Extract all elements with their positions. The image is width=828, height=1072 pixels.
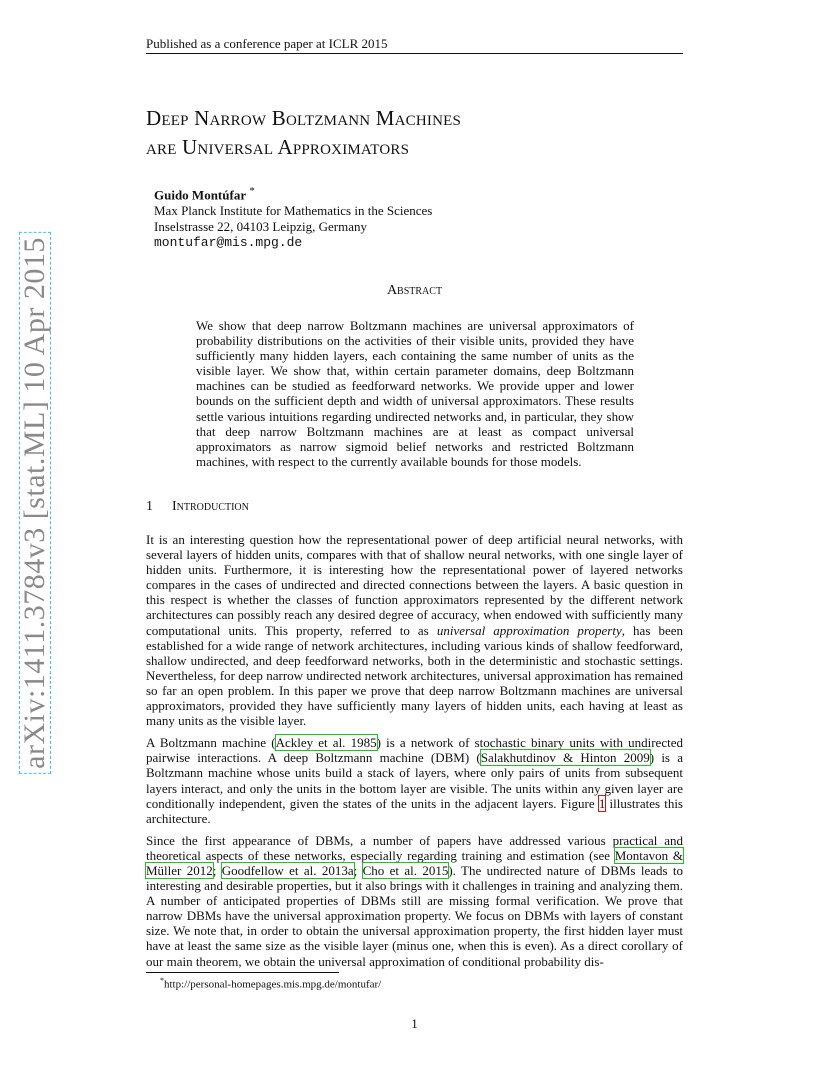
abstract-heading: Abstract [386,283,443,298]
paragraph-text: ) is a network of stochastic binary units with undirected pairwise interactions. A deep Boltzmann machine (DBM) ( [146,735,683,766]
body-text [146,532,683,976]
citation-montavon-2012[interactable]: Montavon & Müller 2012 [146,847,683,878]
header-rule [146,53,683,54]
footnote [160,976,381,991]
paragraph-text: ). The undirected nature of DBMs leads to interesting and desirable properties, but it also brings with it challenges in training and analyzing them. A number of anticipated properties of DBMs still are missing formal verification. We prove that narrow DBMs have the universal approximation property. We focus on DBMs with layers of constant size. We note that, in order to obtain the universal approximation property, the first hidden layer must have at least the same size as the visible layer (minus one, when this is even). As a direct corollary of our main theorem, we obtain the universal approximation of conditional probability dis- [146,862,683,969]
figure-1-reference[interactable]: 1 [598,795,606,811]
title-line-2: are Universal Approximators [146,135,410,159]
citation-cho-2015[interactable]: Cho et al. 2015 [362,862,449,878]
paragraph-text: , has been established for a wide range of network architectures, including various kinds of shallow feedforward, shallow undirected, and deep feedforward networks, both in the deterministic and stochastic settings. Nevertheless, for deep narrow undirected network architectures, universal approximation has remained so far an open problem. In this paper we prove that deep narrow Boltzmann machines are universal approximators, provided they have sufficiently many layers of hidden units, each having at least as many units as the visible layer. [146,622,683,729]
paragraph-text: illustrates this architecture. [146,795,683,826]
footnote-rule [146,972,339,973]
author-affiliation-2: Inselstrasse 22, 04103 Leipzig, Germany [154,219,368,235]
paragraph-3 [146,833,683,969]
term-universal-approximation: universal approximation property [436,622,622,638]
footnote-marker: * [160,976,164,985]
arxiv-stamp-text[interactable]: arXiv:1411.3784v3 [stat.ML] 10 Apr 2015 [19,232,51,774]
section-number: 1 [146,499,153,514]
author-footnote-marker[interactable]: * [249,185,255,197]
paragraph-text: ) is a Boltzmann machine whose units build a stack of layers, where only pairs of units from subsequent layers interact, and only the units in the bottom layer are visible. The units within any given layer are conditionally independent, given the states of the units in the adjacent layers. Figure [146,750,683,811]
author-email[interactable]: montufar@mis.mpg.de [154,235,303,251]
footnote-url[interactable]: http://personal-homepages.mis.mpg.de/montufar/ [164,978,382,991]
title-line-1: Deep Narrow Boltzmann Machines [146,106,462,130]
paragraph-2 [146,735,683,826]
abstract-text: We show that deep narrow Boltzmann machines are universal approximators of probability distributions on the activities of their visible units, provided they have sufficiently many hidden layers, each containing the same number of units as the visible layer. We show that, within certain parameter domains, deep Boltzmann machines can be studied as feedforward networks. We provide upper and lower bounds on the sufficient depth and width of universal approximators. These results settle various intuitions regarding undirected networks and, in particular, they show that deep narrow Boltzmann machines are at least as compact universal approximators as narrow sigmoid belief networks and restricted Boltzmann machines, with respect to the currently available bounds for those models. [196,318,634,469]
paragraph-1 [146,532,683,728]
paragraph-text: A Boltzmann machine ( [146,735,276,751]
author-block [154,183,432,251]
citation-goodfellow-2013a[interactable]: Goodfellow et al. 2013a [221,862,354,878]
paragraph-text: It is an interesting question how the representational power of deep artificial neural networks, with several layers of hidden units, compares with that of shallow neural networks, with one single layer of hidden units. Furthermore, it is interesting how the representational power of layered networks compares in the cases of undirected and directed connections between the layers. A basic question in this respect is whether the classes of function approximators represented by the different network architectures can possibly reach any desired degree of accuracy, when endowed with sufficiently many computational units. This property, referred to as [146,532,683,638]
citation-ackley-1985[interactable]: Ackley et al. 1985 [275,735,377,751]
author-affiliation-1: Max Planck Institute for Mathematics in the Sciences [154,203,433,219]
section-title: Introduction [172,499,249,514]
arxiv-stamp [18,237,51,769]
page-number: 1 [411,1016,418,1031]
running-header: Published as a conference paper at ICLR 2015 [146,36,388,51]
section-heading [146,499,249,515]
paper-title [146,104,706,162]
paragraph-text: Since the first appearance of DBMs, a number of papers have addressed various practical and theoretical aspects of these networks, especially regarding training and estimation (see [146,832,683,863]
citation-salakhutdinov-2009[interactable]: Salakhutdinov & Hinton 2009 [480,750,650,766]
author-name: Guido Montúfar [154,187,247,203]
citation-separator: ; [212,862,222,878]
citation-separator: ; [353,862,363,878]
